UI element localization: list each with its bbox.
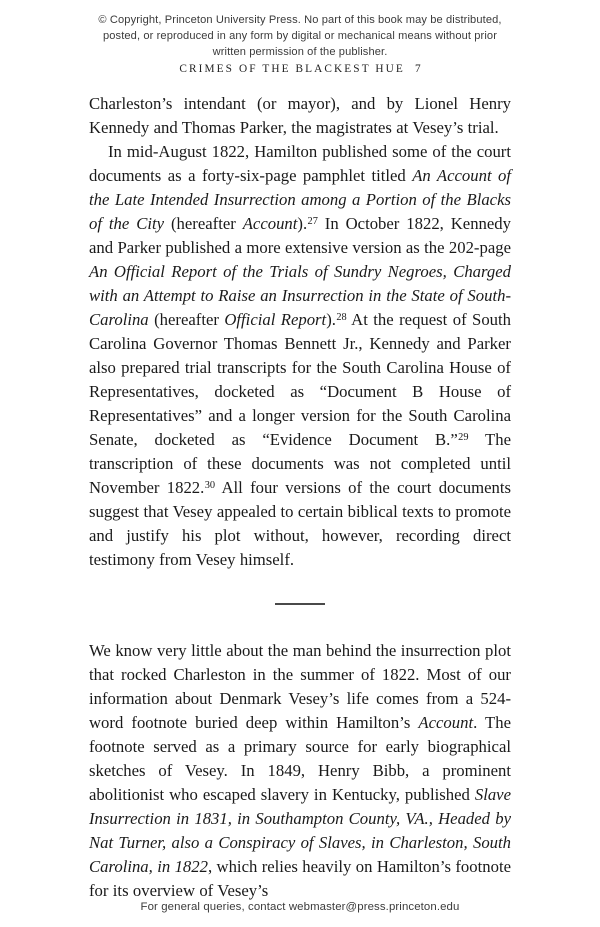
italic-title: An Account of the Late Intended Insurrection among a Portion of the Blacks of the City	[89, 166, 512, 233]
text-run: In October 1822, Kennedy and Parker published a more extensive version as the 202-page	[89, 214, 511, 257]
page-number: 7	[414, 63, 421, 75]
running-head-title: CRIMES OF THE BLACKEST HUE	[179, 63, 405, 75]
text-run: All four versions of the court documents suggest that Vesey appealed to certain biblical texts to promote and justify his plot without, however, recording direct testimony from Vesey himself.	[89, 478, 511, 569]
text-run: ).	[297, 214, 308, 233]
paragraph-court-documents	[89, 140, 511, 572]
text-run: Charleston’s intendant (or mayor), and by Lionel Henry Kennedy and Thomas Parker, the magistrates at Vesey’s trial.	[89, 94, 511, 137]
text-run: In mid-August 1822, Hamilton published some of the court documents as a forty-six-page pamphlet titled	[89, 142, 511, 185]
text-run: At the request of South Carolina Governor Thomas Bennett Jr., Kennedy and Parker also prepared trial transcripts for the South Carolina House of Representatives, docketed as “Document B House of Representatives” and a longer version for the South Carolina Senate, docketed as “Evidence Document B.”	[89, 310, 512, 449]
italic-title: Slave Insurrection in 1831, in Southampton County, VA., Headed by Nat Turner, also a Conspiracy of Slaves, in Charleston, South Carolina, in 1822	[89, 785, 511, 876]
paragraph-continuation	[89, 92, 511, 140]
text-run: ).	[326, 310, 336, 329]
italic-title: Account	[418, 713, 474, 732]
divider-spacer-top	[89, 572, 511, 592]
text-run: (hereafter	[148, 310, 225, 329]
text-run: . The footnote served as a primary source for early biographical sketches of Vesey. In 1849, Henry Bibb, a prominent abolitionist who escaped slavery in Kentucky, published	[89, 713, 511, 804]
italic-title: Official Report	[224, 310, 327, 329]
copyright-notice: © Copyright, Princeton University Press. No part of this book may be distributed, posted, or reproduced in any form by digital or mechanical means without prior written permission of the publisher.	[98, 14, 502, 59]
footnote-marker: 27	[307, 215, 318, 227]
text-run: (hereafter	[164, 214, 243, 233]
divider-rule-icon	[275, 603, 325, 604]
italic-title: An Official Report of the Trials of Sundry Negroes, Charged with an Attempt to Raise an Insurrection in the State of South-Carolina	[89, 262, 511, 329]
divider-spacer-bottom	[89, 616, 511, 639]
paragraph-vesey-biography	[89, 639, 511, 903]
footnote-marker: 28	[336, 311, 347, 323]
text-run: , which relies heavily on Hamilton’s footnote for its overview of Vesey’s	[89, 857, 511, 900]
text-run: The transcription of these documents was not completed until November 1822.	[89, 430, 511, 497]
page-body	[89, 92, 511, 903]
queries-notice: For general queries, contact webmaster@press.princeton.edu	[140, 901, 460, 913]
running-head	[89, 62, 511, 76]
section-divider	[89, 592, 511, 616]
text-run: We know very little about the man behind the insurrection plot that rocked Charleston in the summer of 1822. Most of our information about Denmark Vesey’s life comes from a 524-word footnote buried deep within Hamilton’s	[89, 641, 511, 732]
italic-title: Account	[242, 214, 298, 233]
footnote-marker: 29	[458, 431, 469, 443]
footnote-marker: 30	[204, 479, 216, 491]
